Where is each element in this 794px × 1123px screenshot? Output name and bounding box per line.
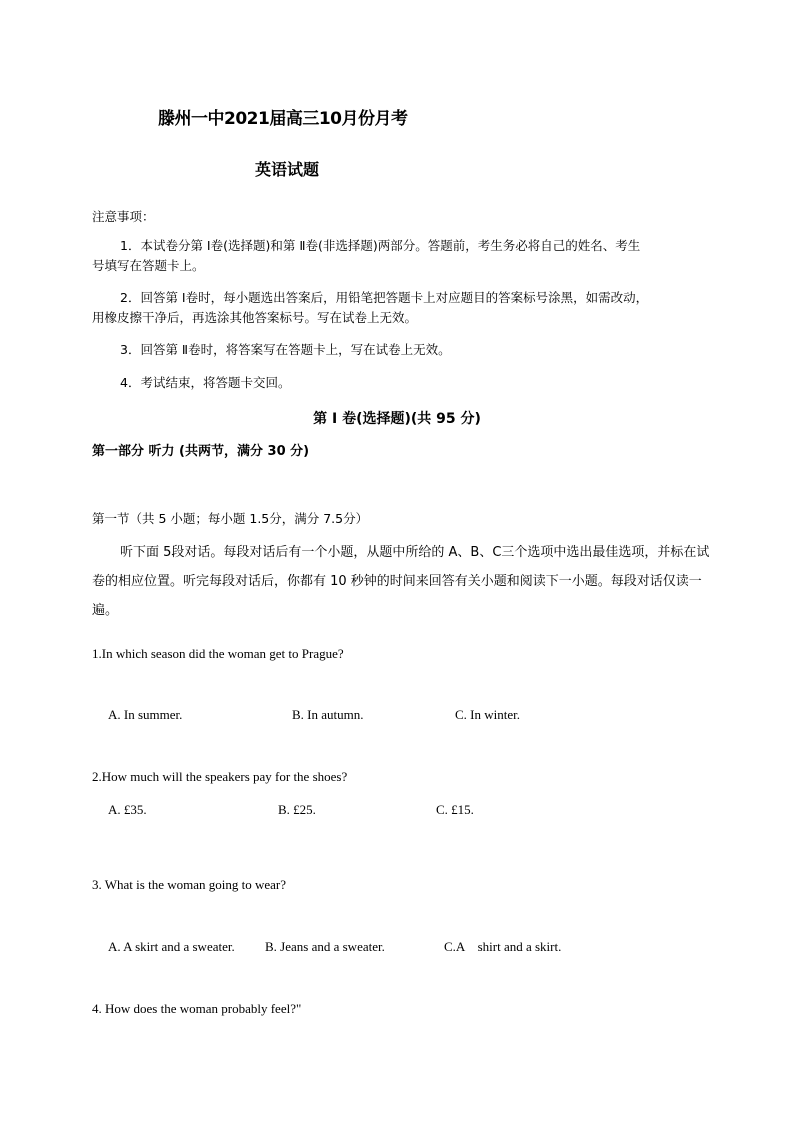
- note-item-2-line-1: 2．回答第 Ⅰ卷时，每小题选出答案后，用铅笔把答题卡上对应题目的答案标号涂黑，如需改动，: [120, 290, 649, 305]
- subsection-title: 第一节（共 5 小题；每小题 1.5分，满分 7.5分）: [92, 511, 369, 526]
- note-item-2-line-2: 用橡皮擦干净后，再选涂其他答案标号。写在试卷上无效。: [92, 310, 418, 325]
- notes-heading: 注意事项：: [92, 209, 155, 224]
- q1-option-c: C. In winter.: [455, 707, 520, 722]
- q1-option-a: A. In summer.: [108, 707, 183, 722]
- exam-subtitle: 英语试题: [255, 160, 320, 179]
- q3-option-b: B. Jeans and a sweater.: [265, 939, 385, 954]
- q2-option-a: A. £35.: [108, 802, 147, 817]
- section-title: 第 Ⅰ 卷(选择题)(共 95 分): [313, 411, 481, 427]
- q2-option-c: C. £15.: [436, 802, 474, 817]
- q1-option-b: B. In autumn.: [292, 707, 364, 722]
- question-3: 3. What is the woman going to wear?: [92, 877, 286, 892]
- exam-title: 滕州一中2021届高三10月份月考: [158, 109, 408, 129]
- note-item-1-line-2: 号填写在答题卡上。: [92, 258, 205, 273]
- q2-option-b: B. £25.: [278, 802, 316, 817]
- question-1: 1.In which season did the woman get to Prague?: [92, 646, 344, 661]
- instructions-paragraph: [92, 538, 712, 625]
- question-2: 2.How much will the speakers pay for the shoes?: [92, 769, 348, 784]
- q3-option-a: A. A skirt and a sweater.: [108, 939, 235, 954]
- question-4: 4. How does the woman probably feel?": [92, 1001, 302, 1016]
- note-item-1-line-1: 1．本试卷分第 Ⅰ卷(选择题)和第 Ⅱ卷(非选择题)两部分。答题前，考生务必将自己的姓名、考生: [120, 238, 641, 253]
- note-item-3: 3．回答第 Ⅱ卷时，将答案写在答题卡上，写在试卷上无效。: [120, 342, 451, 357]
- part-title: 第一部分 听力 (共两节，满分 30 分): [92, 444, 310, 459]
- instructions-text: 听下面 5段对话。每段对话后有一个小题，从题中所给的 A、B、C三个选项中选出最佳选项，并标在试卷的相应位置。听完每段对话后，你都有 10 秒钟的时间来回答有关小题和阅读下一小题。每段对话仅读一遍。: [92, 545, 710, 618]
- q3-option-c: C.A shirt and a skirt.: [444, 939, 562, 954]
- note-item-4: 4．考试结束，将答题卡交回。: [120, 375, 291, 390]
